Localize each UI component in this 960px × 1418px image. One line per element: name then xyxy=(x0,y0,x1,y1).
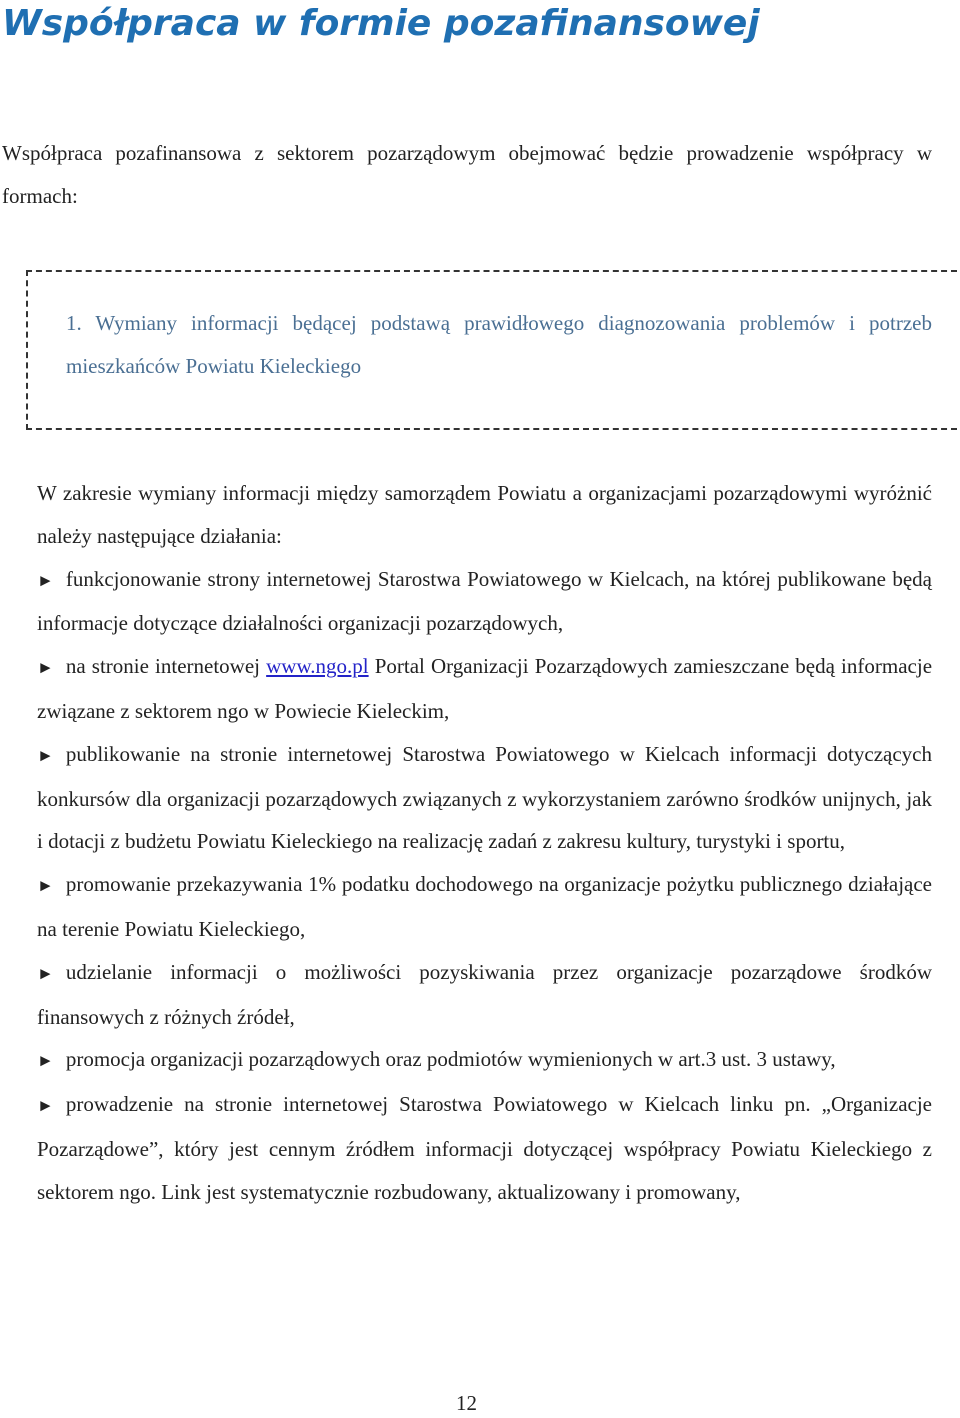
list-item-text: promocja organizacji pozarządowych oraz podmiotów wymienionych w art.3 ust. 3 ustawy, xyxy=(65,1047,836,1072)
list-item-text: prowadzenie na stronie internetowej Starostwa Powiatowego w Kielcach linku pn. „Organizacje Pozarządowe”, który jest cennym źródłem informacji dotyczącej współpracy Powiatu Kieleckiego z sektorem ngo. Link jest systematycznie rozbudowany, aktualizowany i promowany, xyxy=(37,1092,932,1204)
list-item xyxy=(37,951,932,1039)
list-item xyxy=(37,733,932,863)
ngo-portal-link[interactable]: www.ngo.pl xyxy=(266,654,369,679)
play-arrow-icon: ► xyxy=(37,745,54,765)
play-arrow-icon: ► xyxy=(37,570,54,590)
section-content xyxy=(37,472,932,1214)
list-item xyxy=(37,1083,932,1213)
section-heading: 1. Wymiany informacji będącej podstawą prawidłowego diagnozowania problemów i potrzeb mieszkańców Powiatu Kieleckiego xyxy=(66,311,932,378)
play-arrow-icon: ► xyxy=(37,1051,54,1071)
play-arrow-icon: ► xyxy=(37,658,54,678)
list-item xyxy=(37,863,932,951)
intro-paragraph: Współpraca pozafinansowa z sektorem pozarządowym obejmować będzie prowadzenie współpracy w formach: xyxy=(2,141,932,208)
scope-paragraph: W zakresie wymiany informacji między samorządem Powiatu a organizacjami pozarządowymi wyróżnić należy następujące działania: xyxy=(37,481,932,548)
page-number: 12 xyxy=(456,1391,477,1415)
list-item xyxy=(37,558,932,646)
list-item-text: udzielanie informacji o możliwości pozyskiwania przez organizacje pozarządowe środków finansowych z różnych źródeł, xyxy=(37,959,932,1029)
play-arrow-icon: ► xyxy=(37,1096,54,1116)
list-item-text: publikowanie na stronie internetowej Starostwa Powiatowego w Kielcach informacji dotyczących konkursów dla organizacji pozarządowych związanych z wykorzystaniem zarówno środków unijnych, jak i dotacji z budżetu Powiatu Kieleckiego na realizację zadań z zakresu kultury, turystyki i sportu, xyxy=(37,741,932,854)
list-item-text: funkcjonowanie strony internetowej Starostwa Powiatowego w Kielcach, na której publikowane będą informacje dotyczące działalności organizacji pozarządowych, xyxy=(37,566,932,636)
play-arrow-icon: ► xyxy=(37,963,54,983)
list-item xyxy=(37,645,932,733)
list-item-text: na stronie internetowej xyxy=(65,654,267,679)
list-item-text: promowanie przekazywania 1% podatku dochodowego na organizacje pożytku publicznego działające na terenie Powiatu Kieleckiego, xyxy=(37,872,932,941)
list-item-text: Portal Organizacji Pozarządowych zamieszczane będą informacje związane z sektorem ngo w Powiecie Kieleckim, xyxy=(37,654,933,723)
play-arrow-icon: ► xyxy=(37,876,54,896)
list-item xyxy=(37,1038,932,1083)
page-title: Współpraca w formie pozafinansowej xyxy=(2,3,760,44)
